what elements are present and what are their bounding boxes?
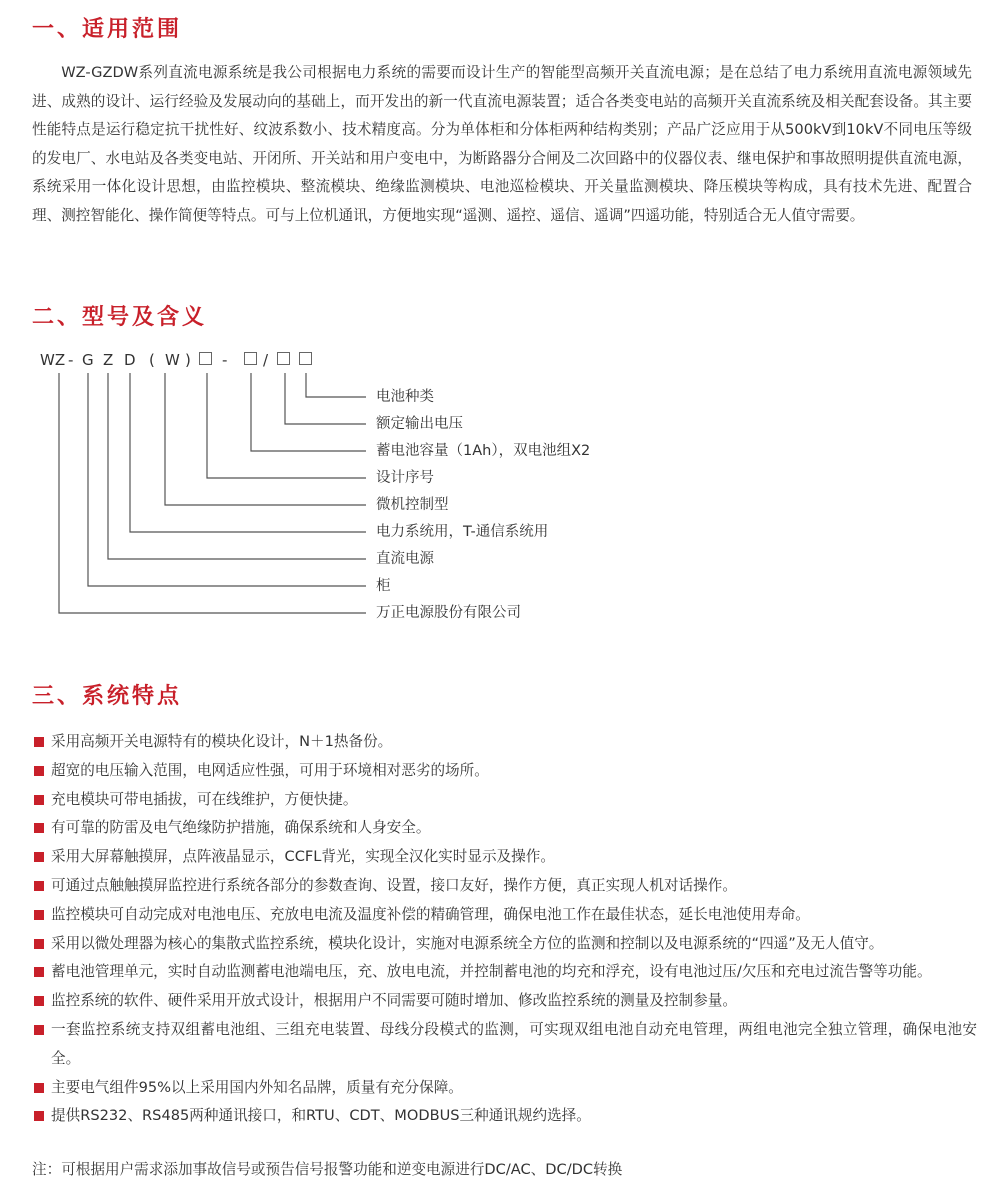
feature-item [32, 728, 977, 757]
feature-text: 采用高频开关电源特有的模块化设计，N＋1热备份。 [51, 733, 393, 750]
feature-item [32, 987, 977, 1016]
square-bullet-icon [34, 939, 44, 949]
square-bullet-icon [34, 852, 44, 862]
feature-text: 充电模块可带电插拔，可在线维护，方便快捷。 [51, 790, 358, 808]
feature-text: 主要电气组件95%以上采用国内外知名品牌，质量有充分保障。 [51, 1078, 463, 1096]
code-dash: - [222, 351, 228, 369]
square-bullet-icon [34, 967, 44, 977]
section-title-scope: 一、适用范围 [32, 17, 183, 42]
footnote: 注：可根据用户需求添加事故信号或预告信号报警功能和逆变电源进行DC/AC、DC/DC转换 [32, 1161, 623, 1178]
square-bullet-icon [34, 910, 44, 920]
feature-item [32, 1074, 977, 1103]
feature-item [32, 1016, 977, 1074]
definition-item: 直流电源 [376, 551, 434, 567]
section-title-features: 三、系统特点 [32, 684, 183, 709]
square-bullet-icon [34, 766, 44, 776]
code-lparen: ( [149, 351, 155, 369]
code-w: W [165, 351, 180, 369]
feature-text: 监控模块可自动完成对电池电压、充放电电流及温度补偿的精确管理，确保电池工作在最佳状态，延长电池使用寿命。 [51, 905, 810, 923]
feature-text: 可通过点触触摸屏监控进行系统各部分的参数查询、设置，接口友好，操作方便，真正实现人机对话操作。 [51, 876, 737, 894]
code-d: D [124, 351, 136, 369]
square-bullet-icon [34, 881, 44, 891]
feature-item [32, 843, 977, 872]
connector-line [59, 373, 366, 613]
feature-item [32, 901, 977, 930]
definition-item: 微机控制型 [376, 497, 449, 513]
feature-item [32, 872, 977, 901]
definition-item: 电力系统用，T-通信系统用 [376, 524, 549, 540]
definition-item: 蓄电池容量（1Ah），双电池组X2 [376, 443, 591, 459]
connector-line [306, 373, 366, 397]
code-rparen: ) [185, 351, 191, 369]
square-bullet-icon [34, 996, 44, 1006]
square-bullet-icon [34, 737, 44, 747]
definition-item: 柜 [376, 578, 391, 594]
connector-line [251, 373, 366, 451]
definition-item: 额定输出电压 [376, 416, 463, 432]
connector-line [285, 373, 366, 424]
feature-item [32, 757, 977, 786]
square-bullet-icon [34, 1083, 44, 1093]
feature-text: 提供RS232、RS485两种通讯接口，和RTU、CDT、MODBUS三种通讯规约选择。 [51, 1107, 591, 1125]
feature-text: 监控系统的软件、硬件采用开放式设计，根据用户不同需要可随时增加、修改监控系统的测量及控制参量。 [51, 992, 737, 1010]
feature-item [32, 930, 977, 959]
feature-text: 采用大屏幕触摸屏，点阵液晶显示，CCFL背光，实现全汉化实时显示及操作。 [51, 848, 555, 866]
square-bullet-icon [34, 823, 44, 833]
definition-item: 设计序号 [376, 470, 434, 486]
square-bullet-icon [34, 1025, 44, 1035]
connector-line [165, 373, 366, 505]
code-dash: - [68, 351, 74, 369]
feature-item [32, 958, 977, 987]
section-title-model: 二、型号及含义 [32, 305, 208, 330]
definition-item: 电池种类 [376, 389, 434, 405]
square-bullet-icon [34, 795, 44, 805]
connector-line [207, 373, 366, 478]
code-slash: / [263, 351, 269, 369]
feature-text: 有可靠的防雷及电气绝缘防护措施，确保系统和人身安全。 [51, 819, 431, 837]
feature-text: 一套监控系统支持双组蓄电池组、三组充电装置、母线分段模式的监测，可实现双组电池自动充电管理，两组电池完全独立管理，确保电池安全。 [51, 1020, 977, 1067]
feature-text: 采用以微处理器为核心的集散式监控系统，模块化设计，实施对电源系统全方位的监测和控制以及电源系统的“四遥”及无人值守。 [51, 934, 884, 952]
feature-text: 超宽的电压输入范围，电网适应性强，可用于环境相对恶劣的场所。 [51, 761, 489, 779]
feature-list [32, 728, 977, 1131]
feature-item [32, 814, 977, 843]
square-bullet-icon [34, 1111, 44, 1121]
feature-item [32, 786, 977, 815]
feature-text: 蓄电池管理单元，实时自动监测蓄电池端电压，充、放电电流，并控制蓄电池的均充和浮充，设有电池过压/欠压和充电过流告警等功能。 [51, 963, 932, 981]
intro-paragraph: WZ-GZDW系列直流电源系统是我公司根据电力系统的需要而设计生产的智能型高频开关直流电源；是在总结了电力系统用直流电源领域先进、成熟的设计、运行经验及发展动向的基础上，而开发出的新一代直流电源装置；适合各类变电站的高频开关直流系统及相关配套设备。其主要性能特点是运行稳定抗干扰性好、纹波系数小、技术精度高。分为单体柜和分体柜两种结构类别；产品广泛应用于从500kV到10kV不同电压等级的发电厂、水电站及各类变电站、开闭所、开关站和用户变电中，为断路器分合闸及二次回路中的仪器仪表、继电保护和事故照明提供直流电源，系统采用一体化设计思想，由监控模块、整流模块、绝缘监测模块、电池巡检模块、开关量监测模块、降压模块等构成，具有技术先进、配置合理、测控智能化、操作简便等特点。可与上位机通讯，方便地实现“遥测、遥控、遥信、遥调”四遥功能，特别适合无人值守需要。 [32, 64, 972, 224]
definition-item: 万正电源股份有限公司 [376, 605, 521, 621]
code-z: Z [103, 351, 114, 369]
feature-item [32, 1102, 977, 1131]
connector-line [108, 373, 366, 559]
code-g: G [82, 351, 94, 369]
code-wz: WZ [40, 351, 66, 369]
